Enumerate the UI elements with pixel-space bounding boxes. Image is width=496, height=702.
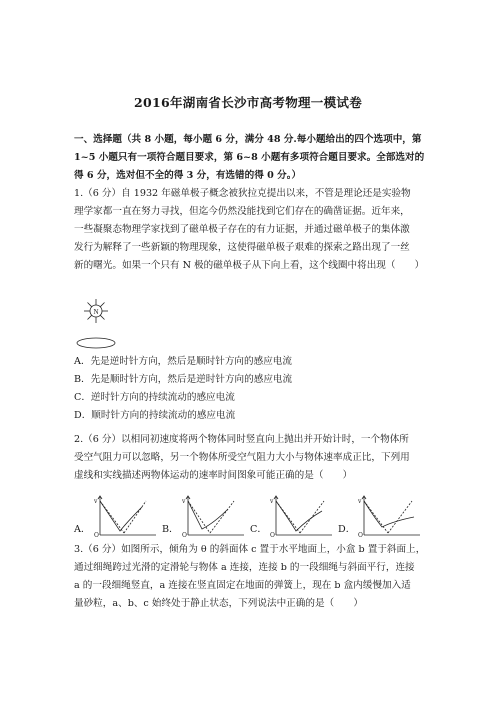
axis-v-label: v (94, 498, 98, 505)
q3-line: a 的一段细绳竖直，a 连接在竖直固定在地面的弹簧上，现在 b 盒内缓慢加入适 (74, 580, 411, 591)
option-label: B． (162, 524, 179, 535)
axis-v-label: v (182, 498, 186, 505)
q1-line: 新的曙光。如果一个只有 N 极的磁单极子从下向上看，这个线圈中将出现（ ） (74, 260, 425, 271)
q2-option-a[interactable] (74, 495, 162, 539)
q1-option-b[interactable]: B．先是顺时针方向，然后是逆时针方向的感应电流 (74, 374, 293, 385)
question-1-options (74, 353, 426, 425)
vt-graph-a (84, 495, 158, 539)
axis-v-label: v (358, 498, 362, 505)
q2-line: 受空气阻力可以忽略，另一个物体所受空气阻力大小与物体速率成正比，下列用 (74, 452, 410, 463)
q1-line: 理学家都一直在努力寻找，但迄今仍然没能找到它们存在的确凿证据。近年来， (74, 206, 410, 217)
question-3-stem (74, 541, 426, 613)
q1-line: 1.（6 分）自 1932 年磁单极子概念被狄拉克提出以来，不管是理论还是实验物 (74, 188, 411, 199)
q3-line: 3.（6 分）如图所示，倾角为 θ 的斜面体 c 置于水平地面上，小盒 b 置于斜面上， (74, 544, 426, 555)
option-label: D． (338, 524, 356, 535)
question-2-stem (74, 431, 426, 485)
q3-line: 量砂粒，a、b、c 始终处于静止状态，下列说法中正确的是（ ） (74, 598, 363, 609)
magnet-monopole-figure (74, 297, 118, 353)
origin-label: O (182, 532, 187, 539)
axis-v-label: v (270, 498, 274, 505)
question-1-stem (74, 185, 426, 275)
page-title: 2016年湖南省长沙市高考物理一模试卷 (134, 95, 362, 110)
origin-label: O (94, 532, 99, 539)
vt-graph-b (172, 495, 246, 539)
coil-ellipse (77, 338, 115, 348)
q2-option-d[interactable] (338, 495, 426, 539)
q1-option-a[interactable]: A．先是逆时针方向，然后是顺时针方向的感应电流 (74, 356, 292, 367)
option-label: A． (74, 524, 91, 535)
q1-option-d[interactable]: D．顺时针方向的持续流动的感应电流 (74, 410, 236, 421)
q2-line: 2.（6 分）以相同初速度将两个物体同时竖直向上抛出并开始计时，一个物体所 (74, 434, 409, 445)
q3-line: 通过细绳跨过光滑的定滑轮与物体 a 连接，连接 b 的一段细绳与斜面平行，连接 (74, 562, 415, 573)
monopole-label: N (93, 308, 99, 316)
q1-line: 一些凝聚态物理学家找到了磁单极子存在的有力证据，并通过磁单极子的集体激 (74, 224, 410, 235)
section-line: 1~5 小题只有一项符合题目要求，第 6~8 小题有多项符合题目要求。全部选对的 (74, 152, 425, 163)
q2-option-c[interactable] (250, 495, 338, 539)
q1-option-c[interactable]: C．逆时针方向的持续流动的感应电流 (74, 392, 235, 403)
origin-label: O (358, 532, 363, 539)
section-line: 得 6 分，选对但不全的得 3 分，有选错的得 0 分。） (74, 170, 302, 181)
q2-option-b[interactable] (162, 495, 250, 539)
section-1-instructions (74, 131, 426, 185)
q2-line: 虚线和实线描述两物体运动的速率时间图象可能正确的是（ ） (74, 470, 353, 481)
option-label: C． (250, 524, 267, 535)
origin-label: O (270, 532, 275, 539)
q1-line: 发行为解释了一些新颖的物理现象，这使得磁单极子艰难的探索之路出现了一丝 (74, 242, 410, 253)
section-line: 一、选择题（共 8 小题，每小题 6 分，满分 48 分.每小题给出的四个选项中，第 (74, 134, 422, 145)
monopole-coil-diagram (74, 297, 118, 353)
vt-graph-c (260, 495, 334, 539)
question-2-options (74, 495, 426, 539)
vt-graph-d (348, 495, 422, 539)
